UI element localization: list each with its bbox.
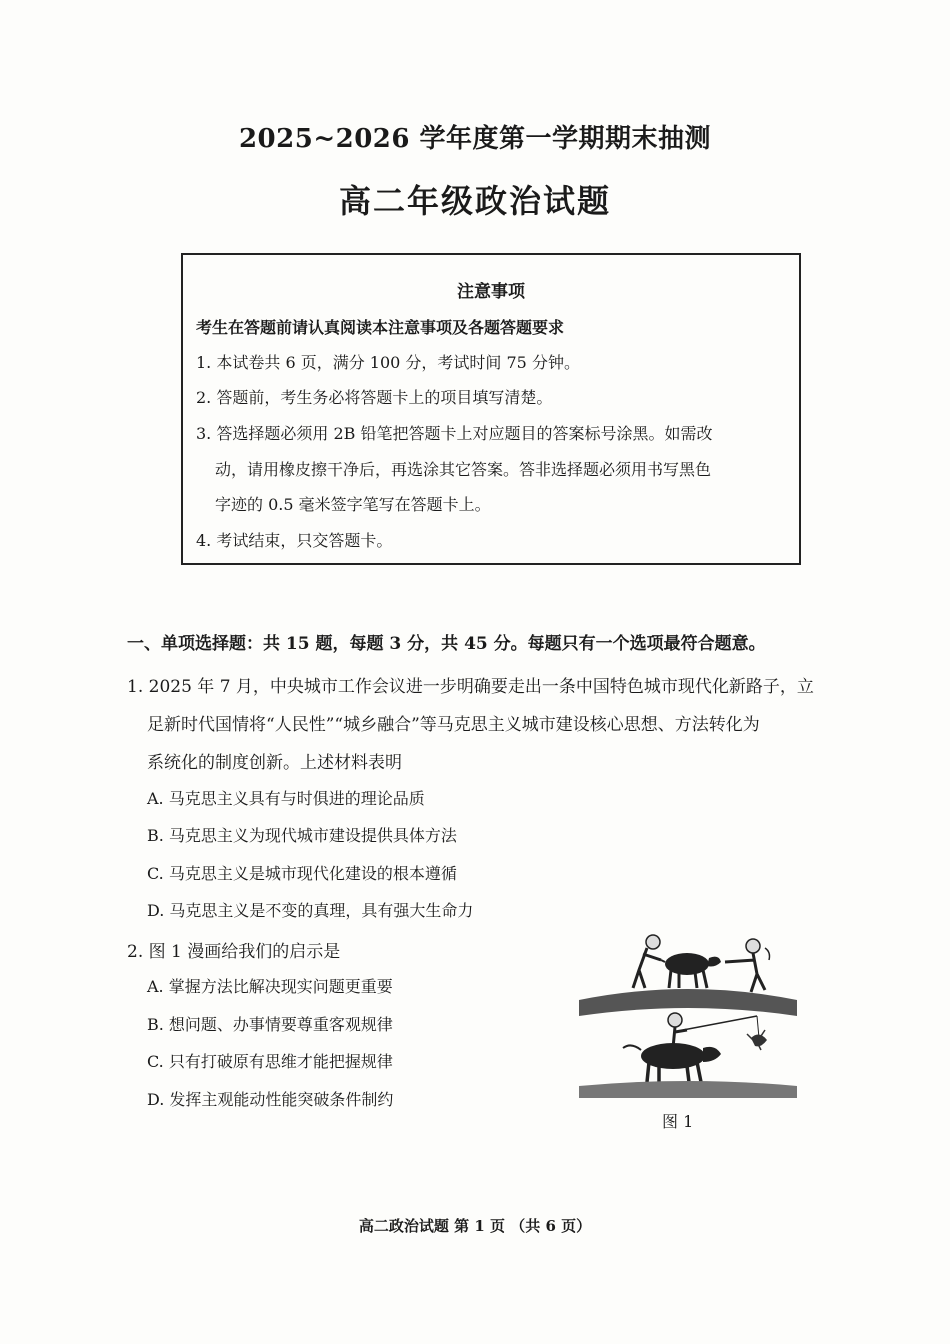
notice-title: 注意事项 (457, 282, 525, 302)
question-1-line: 系统化的制度创新。上述材料表明 (147, 753, 402, 773)
exam-period-title: 2025~2026 学年度第一学期期末抽测 (238, 124, 712, 154)
question-2-option-d: D. 发挥主观能动性能突破条件制约 (147, 1090, 394, 1109)
section-heading: 一、单项选择题：共 15 题，每题 3 分，共 45 分。每题只有一个选项最符合题意。 (127, 634, 766, 654)
notice-item: 4. 考试结束，只交答题卡。 (196, 531, 393, 550)
notice-item: 1. 本试卷共 6 页，满分 100 分，考试时间 75 分钟。 (196, 353, 580, 372)
question-1-option-d: D. 马克思主义是不变的真理，具有强大生命力 (147, 901, 474, 920)
page-footer: 高二政治试题 第 1 页 （共 6 页） (358, 1217, 592, 1235)
cartoon-grass-bundle (747, 1030, 767, 1050)
question-1-line: 足新时代国情将“人民性”“城乡融合”等马克思主义城市建设核心思想、方法转化为 (147, 715, 760, 735)
question-1-option-b: B. 马克思主义为现代城市建设提供具体方法 (147, 826, 457, 845)
cartoon-man-right (725, 939, 770, 992)
notice-item: 2. 答题前，考生务必将答题卡上的项目填写清楚。 (196, 388, 553, 407)
cartoon-ground-top (579, 989, 797, 1016)
notice-item: 动，请用橡皮擦干净后，再选涂其它答案。答非选择题必须用书写黑色 (215, 460, 712, 479)
question-2-option-b: B. 想问题、办事情要尊重客观规律 (147, 1015, 393, 1034)
exam-title: 高二年级政治试题 (338, 182, 611, 220)
question-1-line: 1. 2025 年 7 月，中央城市工作会议进一步明确要走出一条中国特色城市现代化新路子，立 (127, 677, 814, 697)
cartoon-buffalo-bottom (623, 1043, 721, 1082)
figure-caption: 图 1 (662, 1112, 694, 1131)
cartoon-ground-bottom (579, 1081, 797, 1098)
cartoon-man-left (633, 935, 661, 988)
question-2-option-a: A. 掌握方法比解决现实问题更重要 (147, 977, 393, 996)
notice-item: 字迹的 0.5 毫米签字笔写在答题卡上。 (215, 495, 491, 514)
question-2-option-c: C. 只有打破原有思维才能把握规律 (147, 1052, 393, 1071)
cartoon-bull-top (661, 953, 721, 988)
question-1-option-c: C. 马克思主义是城市现代化建设的根本遵循 (147, 864, 457, 883)
cartoon-rider (668, 1013, 759, 1048)
notice-intro: 考生在答题前请认真阅读本注意事项及各题答题要求 (196, 318, 565, 337)
question-1-option-a: A. 马克思主义具有与时俱进的理论品质 (147, 789, 425, 808)
notice-box (181, 253, 801, 565)
question-2-stem: 2. 图 1 漫画给我们的启示是 (127, 942, 341, 962)
cartoon-figure (575, 930, 801, 1102)
notice-item: 3. 答选择题必须用 2B 铅笔把答题卡上对应题目的答案标号涂黑。如需改 (196, 424, 713, 443)
